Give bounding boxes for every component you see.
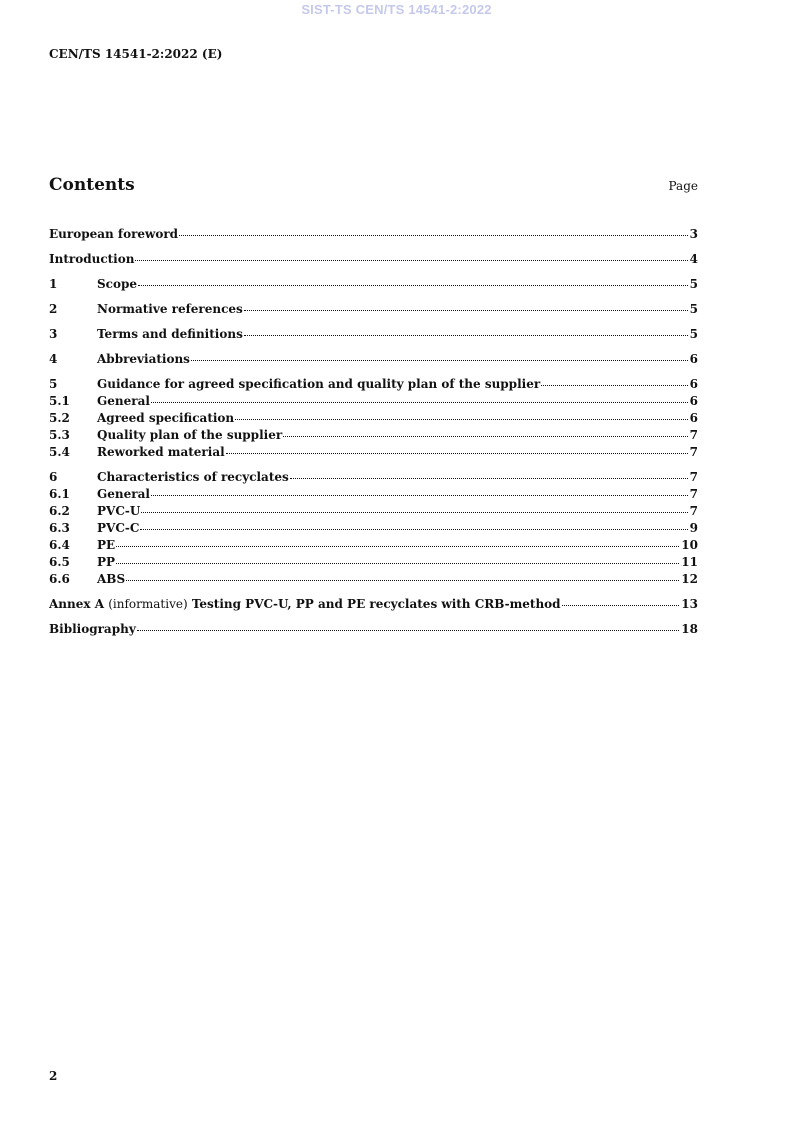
- toc-entry-page: 5: [689, 302, 698, 316]
- toc-entry-5-2[interactable]: [49, 409, 698, 426]
- toc-entry-title: Bibliography: [49, 622, 136, 636]
- toc-entry-foreword[interactable]: [49, 225, 698, 242]
- toc-entry-bibliography[interactable]: [49, 620, 698, 637]
- toc-entry-title: Quality plan of the supplier: [97, 428, 283, 442]
- watermark: SIST-TS CEN/TS 14541-2:2022: [301, 2, 492, 17]
- toc-leader: [137, 620, 680, 631]
- toc-entry-5-3[interactable]: [49, 426, 698, 443]
- toc-entry-page: 3: [689, 227, 698, 241]
- toc-entry-page: 4: [689, 252, 698, 266]
- toc-entry-title: General: [97, 487, 150, 501]
- toc-entry-number: 3: [49, 327, 58, 341]
- toc-entry-title: PP: [97, 555, 116, 569]
- toc-entry-page: 6: [689, 411, 698, 425]
- toc-entry-title: General: [97, 394, 150, 408]
- toc-leader: [151, 392, 688, 403]
- toc-entry-page: 7: [689, 504, 698, 518]
- toc-entry-title: [49, 596, 561, 612]
- toc-entry-number: 6.3: [49, 521, 70, 535]
- toc-entry-title: Guidance for agreed specification and quality plan of the supplier: [97, 377, 541, 391]
- toc-entry-page: 5: [689, 327, 698, 341]
- page-number: 2: [49, 1069, 58, 1083]
- toc-entry-title: Terms and definitions: [97, 327, 243, 341]
- toc-entry-title: Normative references: [97, 302, 243, 316]
- toc-entry-title: Agreed specification: [97, 411, 235, 425]
- toc-entry-number: 5.1: [49, 394, 70, 408]
- document-id: CEN/TS 14541-2:2022 (E): [49, 47, 223, 61]
- page-column-label: Page: [668, 179, 698, 193]
- contents-heading: Contents: [49, 175, 135, 195]
- toc-entry-title: European foreword: [49, 227, 179, 241]
- toc-entry-6-5[interactable]: [49, 553, 698, 570]
- toc-entry-number: 5.3: [49, 428, 70, 442]
- toc-entry-number: 5.4: [49, 445, 70, 459]
- toc-leader: [244, 325, 688, 336]
- toc-entry-page: 18: [681, 622, 698, 636]
- toc-entry-page: 7: [689, 428, 698, 442]
- toc-entry-number: 1: [49, 277, 58, 291]
- toc-entry-page: 12: [681, 572, 698, 586]
- toc-entry-number: 6.6: [49, 572, 70, 586]
- toc-entry-page: 13: [681, 597, 698, 611]
- toc-entry-page: 7: [689, 445, 698, 459]
- toc-leader: [151, 485, 688, 496]
- toc-entry-6-4[interactable]: [49, 536, 698, 553]
- toc-entry-number: 4: [49, 352, 58, 366]
- toc-entry-1[interactable]: [49, 275, 698, 292]
- toc-entry-number: 6.4: [49, 538, 70, 552]
- toc-entry-page: 6: [689, 377, 698, 391]
- toc-entry-page: 10: [681, 538, 698, 552]
- toc-leader: [135, 250, 687, 261]
- toc-entry-page: 7: [689, 487, 698, 501]
- toc-leader: [562, 595, 680, 606]
- toc-entry-title: PE: [97, 538, 116, 552]
- toc-entry-title: Introduction: [49, 252, 135, 266]
- toc-entry-number: 6: [49, 470, 58, 484]
- toc-leader: [116, 553, 679, 564]
- toc-entry-number: 5: [49, 377, 58, 391]
- toc-entry-page: 11: [681, 555, 698, 569]
- toc-entry-5-1[interactable]: [49, 392, 698, 409]
- table-of-contents: [49, 225, 698, 637]
- toc-leader: [283, 426, 687, 437]
- toc-leader: [235, 409, 687, 420]
- toc-leader: [541, 375, 687, 386]
- toc-entry-page: 6: [689, 394, 698, 408]
- toc-leader: [140, 519, 687, 530]
- toc-entry-number: 6.1: [49, 487, 70, 501]
- toc-entry-6-2[interactable]: [49, 502, 698, 519]
- toc-entry-page: 9: [689, 521, 698, 535]
- toc-entry-introduction[interactable]: [49, 250, 698, 267]
- toc-leader: [138, 275, 688, 286]
- toc-entry-page: 5: [689, 277, 698, 291]
- toc-entry-page: 7: [689, 470, 698, 484]
- toc-entry-annex-a[interactable]: [49, 595, 698, 612]
- toc-entry-5[interactable]: [49, 375, 698, 392]
- toc-entry-number: 5.2: [49, 411, 70, 425]
- toc-entry-page: 6: [689, 352, 698, 366]
- toc-entry-4[interactable]: [49, 350, 698, 367]
- toc-leader: [226, 443, 688, 454]
- toc-entry-title: ABS: [97, 572, 126, 586]
- toc-leader: [179, 225, 688, 236]
- toc-entry-number: 2: [49, 302, 58, 316]
- toc-entry-6-1[interactable]: [49, 485, 698, 502]
- toc-entry-title: Abbreviations: [97, 352, 190, 366]
- toc-entry-2[interactable]: [49, 300, 698, 317]
- toc-leader: [191, 350, 688, 361]
- annex-label: Annex A: [49, 597, 105, 611]
- toc-entry-title: Scope: [97, 277, 138, 291]
- toc-leader: [126, 570, 679, 581]
- toc-entry-6-3[interactable]: [49, 519, 698, 536]
- toc-leader: [244, 300, 688, 311]
- toc-leader: [290, 468, 688, 479]
- toc-leader: [141, 502, 687, 513]
- toc-entry-number: 6.2: [49, 504, 70, 518]
- toc-entry-title: Reworked material: [97, 445, 225, 459]
- annex-title: Testing PVC-U, PP and PE recyclates with CRB-method: [191, 597, 561, 611]
- annex-qualifier: (informative): [108, 597, 188, 611]
- toc-entry-6[interactable]: [49, 468, 698, 485]
- toc-entry-title: PVC-U: [97, 504, 141, 518]
- toc-entry-5-4[interactable]: [49, 443, 698, 460]
- toc-entry-title: Characteristics of recyclates: [97, 470, 289, 484]
- toc-entry-title: PVC-C: [97, 521, 140, 535]
- toc-entry-6-6[interactable]: [49, 570, 698, 587]
- toc-leader: [116, 536, 679, 547]
- toc-entry-3[interactable]: [49, 325, 698, 342]
- toc-entry-number: 6.5: [49, 555, 70, 569]
